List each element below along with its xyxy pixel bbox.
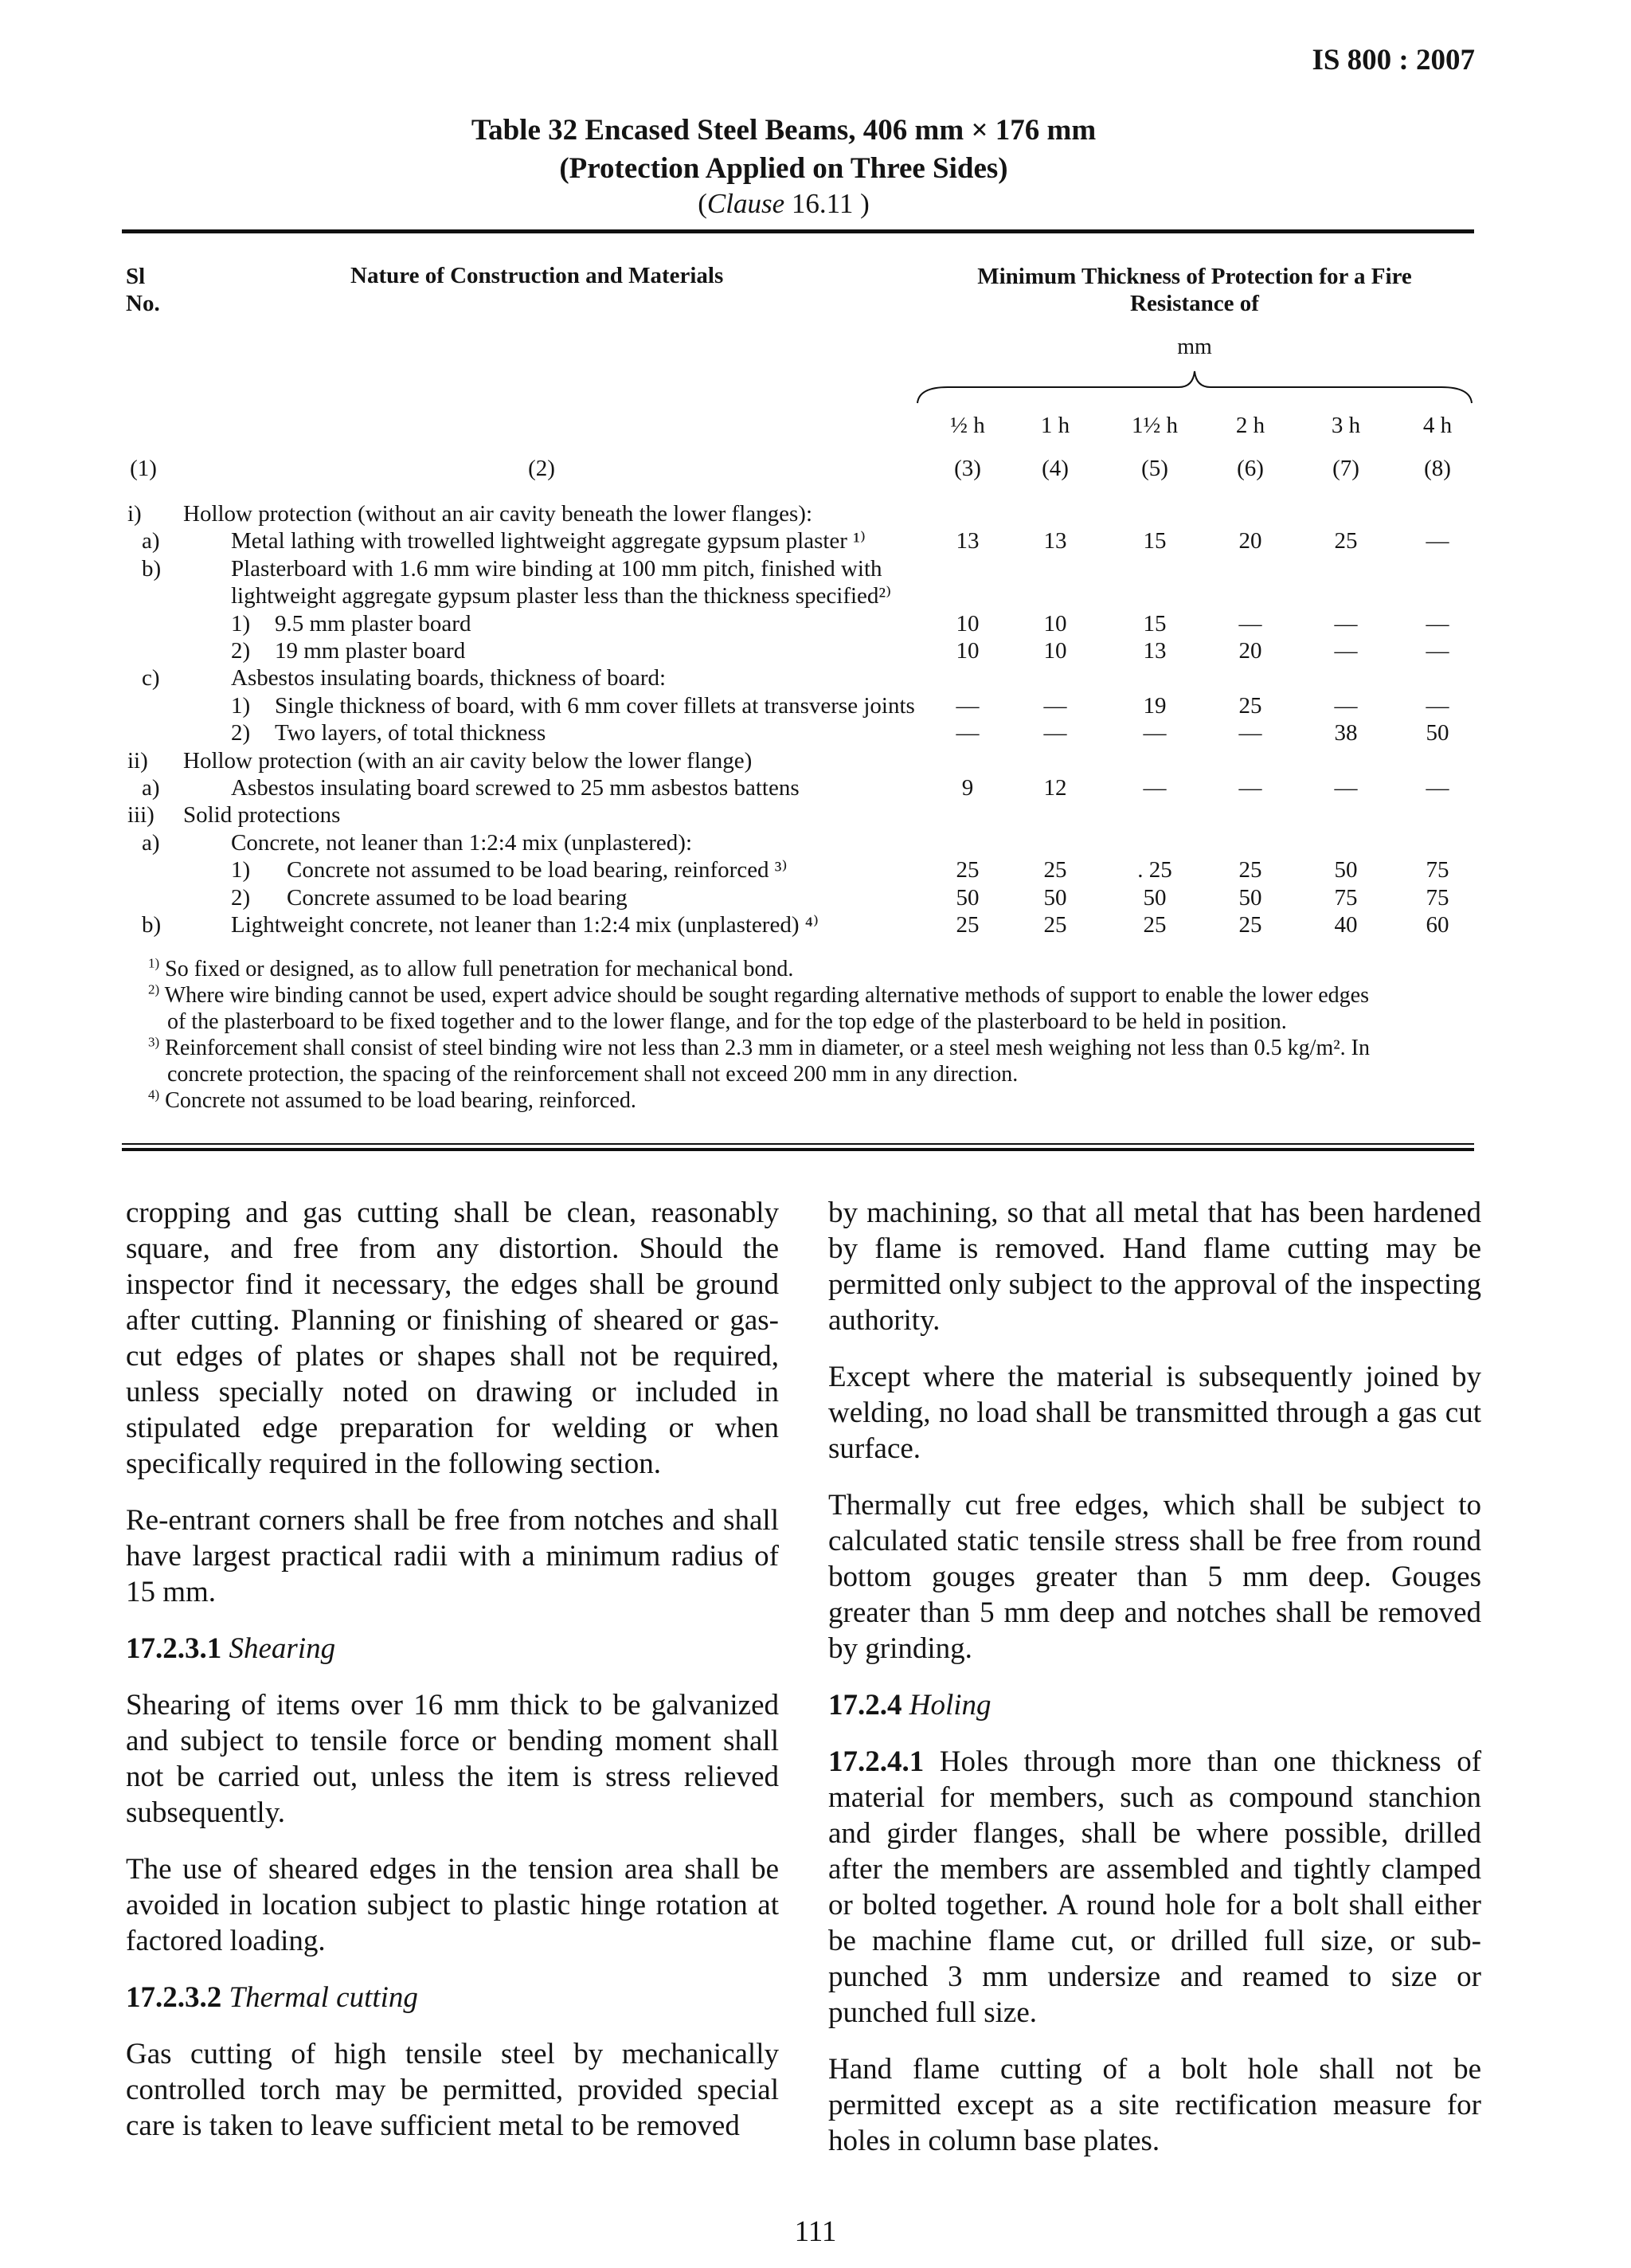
- row-marker: i): [127, 501, 142, 527]
- cell-value: —: [1238, 720, 1262, 746]
- footnote-line: [148, 956, 793, 982]
- row-label: Concrete assumed to be load bearing: [287, 884, 628, 911]
- footnote-text: So fixed or designed, as to allow full penetration for mechanical bond.: [165, 957, 794, 981]
- cell-value: 25: [1334, 528, 1358, 554]
- section-heading-thermal-cutting: [126, 1980, 779, 2015]
- cell-value: 12: [1043, 775, 1067, 801]
- header-brace: [916, 366, 1473, 406]
- cell-value: 50: [956, 884, 980, 911]
- cell-value: —: [1143, 720, 1167, 746]
- row-label: Hollow protection (without an air cavity beneath the lower flanges):: [183, 501, 812, 527]
- footnote-marker: 4): [148, 1087, 160, 1103]
- row-label: Plasterboard with 1.6 mm wire binding at 100 mm pitch, finished with: [231, 555, 882, 582]
- table-bottom-rule-thick: [122, 1148, 1474, 1151]
- col-number-6: (6): [1237, 456, 1264, 481]
- row-label: Metal lathing with trowelled lightweight aggregate gypsum plaster ¹⁾: [231, 528, 866, 554]
- footnote-text: Where wire binding cannot be used, expert advice should be sought regarding alternative methods of support to enable the lower edges: [164, 983, 1369, 1008]
- row-label: Two layers, of total thickness: [275, 720, 546, 746]
- footnote-text: of the plasterboard to be fixed together and to the lower flange, and for the top edge of the plasterboard to be held in position.: [167, 1009, 1287, 1034]
- footnote-line: [148, 982, 1369, 1009]
- col-number-4: (4): [1042, 456, 1069, 481]
- cell-value: —: [1334, 692, 1358, 719]
- clause-number: 16.11: [791, 188, 854, 219]
- table-bottom-rule-thin: [122, 1143, 1474, 1145]
- right-text-column: [828, 1195, 1481, 2180]
- footnote-line: [167, 1009, 1287, 1035]
- cell-value: —: [1238, 775, 1262, 801]
- row-label: Solid protections: [183, 802, 341, 828]
- col-number-2: (2): [528, 456, 555, 481]
- col-number-1: (1): [130, 456, 157, 481]
- row-label: 19 mm plaster board: [275, 638, 466, 664]
- table-row: [0, 692, 1631, 719]
- row-marker: ii): [127, 747, 148, 774]
- cell-value: 10: [956, 638, 980, 664]
- left-paragraph-3: Shearing of items over 16 mm thick to be galvanized and subject to tensile force or bending moment shall not be carried out, unless the item is stress relieved subsequently.: [126, 1689, 779, 1829]
- duration-3-h: 3 h: [1331, 413, 1361, 438]
- cell-value: 50: [1426, 720, 1449, 746]
- header-no: No.: [126, 291, 160, 316]
- table-row: [0, 637, 1631, 664]
- right-paragraph-1: by machining, so that all metal that has been hardened by flame is removed. Hand flame cutting may be permitted only subject to the approval of the inspecting authority.: [828, 1197, 1481, 1337]
- row-label: Single thickness of board, with 6 mm cover fillets at transverse joints: [275, 692, 915, 719]
- clause-word: Clause: [706, 188, 785, 219]
- cell-value: 60: [1426, 912, 1449, 938]
- table-row: [0, 774, 1631, 801]
- section-heading-shearing: [126, 1631, 779, 1667]
- footnote-text: concrete protection, the spacing of the reinforcement shall not exceed 200 mm in any direction.: [167, 1062, 1019, 1087]
- heading-title: Holing: [909, 1689, 992, 1722]
- clause-text: Holes through more than one thickness of material for members, such as compound stanchion and girder flanges, shall be where possible, drilled after the members are assembled and tightly clamped or bolted together. A round hole for a bolt shall either be machine flame cut, or drilled full size, or sub-punched 3 mm undersize and reamed to size or punched full size.: [828, 1745, 1482, 2029]
- row-marker: 1): [231, 857, 251, 883]
- cell-value: 13: [956, 528, 980, 554]
- cell-value: 13: [1143, 638, 1167, 664]
- row-label: 9.5 mm plaster board: [275, 610, 471, 637]
- row-label: Concrete, not leaner than 1:2:4 mix (unplastered):: [231, 829, 693, 856]
- cell-value: 20: [1238, 638, 1262, 664]
- header-sl-no: [126, 263, 160, 317]
- row-label: Asbestos insulating boards, thickness of board:: [231, 665, 667, 691]
- cell-value: 38: [1334, 720, 1358, 746]
- standard-code: IS 800 : 2007: [1312, 44, 1475, 76]
- right-paragraph-4: [828, 1744, 1481, 2031]
- duration-2-h: 2 h: [1235, 413, 1265, 438]
- row-label: Hollow protection (with an air cavity below the lower flange): [183, 747, 753, 774]
- heading-number: 17.2.3.1: [126, 1632, 222, 1665]
- table-row: [0, 555, 1631, 582]
- cell-value: 50: [1238, 884, 1262, 911]
- cell-value: 10: [1043, 610, 1067, 637]
- row-label: Asbestos insulating board screwed to 25 mm asbestos battens: [231, 775, 800, 801]
- cell-value: —: [956, 692, 980, 719]
- duration-1-half-h: 1½ h: [1132, 413, 1178, 438]
- cell-value: 50: [1143, 884, 1167, 911]
- header-sl: Sl: [126, 264, 146, 289]
- cell-value: —: [1334, 610, 1358, 637]
- table-clause: (Clause 16.11 ): [698, 188, 870, 219]
- row-marker: 2): [231, 884, 251, 911]
- footnote-text: Reinforcement shall consist of steel binding wire not less than 2.3 mm in diameter, or a steel mesh weighing not less than 0.5 kg/m². In: [165, 1036, 1370, 1060]
- row-marker: a): [142, 528, 160, 554]
- table-subtitle: (Protection Applied on Three Sides): [559, 152, 1008, 185]
- cell-value: —: [1426, 775, 1449, 801]
- right-paragraph-5: Hand flame cutting of a bolt hole shall not be permitted except as a site rectification measure for holes in column base plates.: [828, 2053, 1481, 2157]
- col-number-8: (8): [1424, 456, 1451, 481]
- row-marker: 1): [231, 692, 251, 719]
- duration-half-h: ½ h: [950, 413, 985, 438]
- cell-value: 20: [1238, 528, 1262, 554]
- heading-number: 17.2.4: [828, 1689, 902, 1722]
- row-marker: b): [142, 912, 162, 938]
- row-marker: 1): [231, 610, 251, 637]
- cell-value: 50: [1043, 884, 1067, 911]
- footnote-marker: 3): [148, 1034, 160, 1050]
- duration-4-h: 4 h: [1422, 413, 1453, 438]
- table-row: [0, 747, 1631, 774]
- cell-value: —: [1334, 775, 1358, 801]
- cell-value: —: [1426, 528, 1449, 554]
- cell-value: 40: [1334, 912, 1358, 938]
- left-paragraph-1: cropping and gas cutting shall be clean, reasonably square, and free from any distortion. Should the inspector find it necessary, the edges shall be ground after cutting. Planning or finishing of sheared or gas-cut edges of plates or shapes shall not be required, unless specially noted on drawing or included in stipulated edge preparation for welding or when specifically required in the following section.: [126, 1197, 779, 1480]
- cell-value: —: [1238, 610, 1262, 637]
- footnote-line: [148, 1035, 1370, 1061]
- left-paragraph-5: Gas cutting of high tensile steel by mechanically controlled torch may be permitted, provided special care is taken to leave sufficient metal to be removed: [126, 2038, 779, 2142]
- cell-value: —: [1043, 720, 1067, 746]
- section-heading-holing: [828, 1687, 1481, 1723]
- cell-value: 75: [1426, 857, 1449, 883]
- duration-1-h: 1 h: [1040, 413, 1070, 438]
- row-marker: 2): [231, 638, 251, 664]
- cell-value: —: [1426, 692, 1449, 719]
- row-label: Concrete not assumed to be load bearing, reinforced ³⁾: [287, 857, 788, 883]
- col-number-3: (3): [954, 456, 981, 481]
- cell-value: 75: [1426, 884, 1449, 911]
- header-min-line2: Resistance of: [1130, 291, 1259, 316]
- cell-value: 25: [956, 857, 980, 883]
- cell-value: 13: [1043, 528, 1067, 554]
- table-row: [0, 582, 1631, 609]
- header-units: mm: [1177, 335, 1212, 359]
- row-marker: a): [142, 775, 160, 801]
- cell-value: 25: [1143, 912, 1167, 938]
- row-marker: 2): [231, 720, 251, 746]
- header-min-line1: Minimum Thickness of Protection for a Fire: [977, 264, 1412, 289]
- header-nature: Nature of Construction and Materials: [350, 263, 724, 288]
- cell-value: . 25: [1137, 857, 1172, 883]
- cell-value: 15: [1143, 528, 1167, 554]
- cell-value: —: [1334, 638, 1358, 664]
- row-marker: a): [142, 829, 160, 856]
- heading-title: Thermal cutting: [229, 1981, 418, 2014]
- heading-number: 17.2.3.2: [126, 1981, 222, 2014]
- row-label: Lightweight concrete, not leaner than 1:2:4 mix (unplastered) ⁴⁾: [231, 912, 819, 938]
- right-paragraph-3: Thermally cut free edges, which shall be subject to calculated static tensile stress shall be free from round bottom gouges greater than 5 mm deep. Gouges greater than 5 mm deep and notches shall be removed by grinding.: [828, 1489, 1481, 1665]
- left-paragraph-2: Re-entrant corners shall be free from notches and shall have largest practical radii with a minimum radius of 15 mm.: [126, 1504, 779, 1608]
- table-row: [0, 884, 1631, 911]
- cell-value: 75: [1334, 884, 1358, 911]
- footnote-marker: 1): [148, 955, 160, 971]
- col-number-7: (7): [1332, 456, 1359, 481]
- clause-number: 17.2.4.1: [828, 1745, 925, 1778]
- table-title: Table 32 Encased Steel Beams, 406 mm × 176 mm: [471, 114, 1097, 147]
- cell-value: 19: [1143, 692, 1167, 719]
- header-min-thickness: [916, 263, 1473, 317]
- cell-value: 25: [1238, 857, 1262, 883]
- table-row: [0, 856, 1631, 883]
- cell-value: 15: [1143, 610, 1167, 637]
- cell-value: 25: [1043, 857, 1067, 883]
- table-row: [0, 527, 1631, 554]
- table-row: [0, 664, 1631, 691]
- footnote-marker: 2): [148, 981, 160, 997]
- table-row: [0, 610, 1631, 637]
- cell-value: 25: [1238, 692, 1262, 719]
- cell-value: 10: [1043, 638, 1067, 664]
- cell-value: —: [1426, 610, 1449, 637]
- table-row: [0, 719, 1631, 746]
- cell-value: —: [1043, 692, 1067, 719]
- cell-value: 10: [956, 610, 980, 637]
- cell-value: 50: [1334, 857, 1358, 883]
- left-text-column: [126, 1195, 779, 2164]
- cell-value: 25: [956, 912, 980, 938]
- cell-value: —: [956, 720, 980, 746]
- table-row: [0, 911, 1631, 938]
- row-marker: b): [142, 555, 162, 582]
- cell-value: 9: [961, 775, 974, 801]
- heading-title: Shearing: [229, 1632, 336, 1665]
- table-row: [0, 829, 1631, 856]
- footnote-line: [148, 1087, 636, 1114]
- footnote-line: [167, 1061, 1018, 1087]
- table-row: [0, 801, 1631, 828]
- page-number: 111: [794, 2215, 837, 2248]
- col-number-5: (5): [1141, 456, 1168, 481]
- left-paragraph-4: The use of sheared edges in the tension area shall be avoided in location subject to plastic hinge rotation at factored loading.: [126, 1853, 779, 1957]
- right-paragraph-2: Except where the material is subsequently joined by welding, no load shall be transmitted through a gas cut surface.: [828, 1361, 1481, 1465]
- table-row: [0, 500, 1631, 527]
- cell-value: —: [1426, 638, 1449, 664]
- cell-value: —: [1143, 775, 1167, 801]
- cell-value: 25: [1238, 912, 1262, 938]
- row-label: lightweight aggregate gypsum plaster less than the thickness specified²⁾: [231, 583, 892, 609]
- row-marker: c): [142, 665, 160, 691]
- row-marker: iii): [127, 802, 154, 828]
- cell-value: 25: [1043, 912, 1067, 938]
- table-top-rule: [122, 229, 1474, 233]
- footnote-text: Concrete not assumed to be load bearing, reinforced.: [165, 1088, 636, 1113]
